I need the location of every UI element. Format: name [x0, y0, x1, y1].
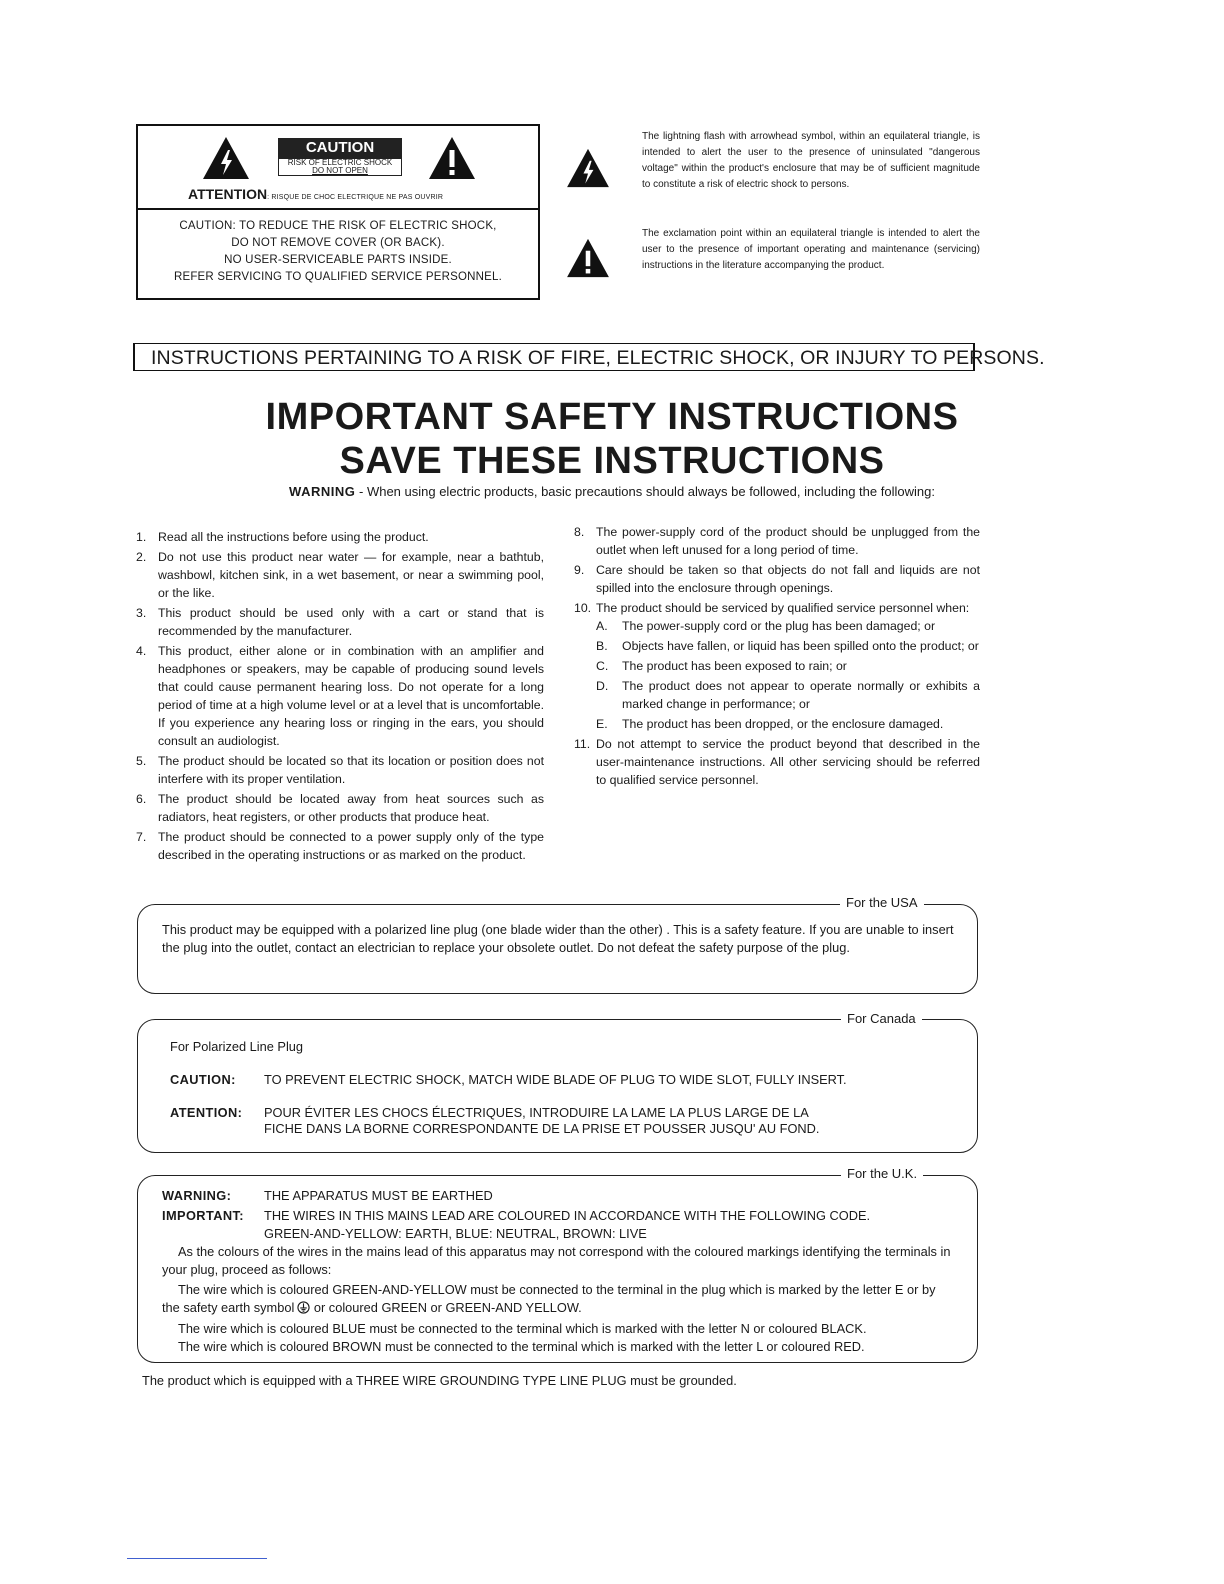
item-number: 2. [136, 550, 147, 564]
item-text: The product should be located so that its location or position does not interfere with its proper ventilation. [158, 754, 544, 786]
fire-shock-banner: INSTRUCTIONS PERTAINING TO A RISK OF FIRE, ELECTRIC SHOCK, OR INJURY TO PERSONS. [133, 343, 975, 371]
warning-label: WARNING [289, 484, 356, 499]
uk-important-label: IMPORTANT: [162, 1208, 244, 1223]
caution-line: DO NOT REMOVE COVER (OR BACK). [231, 237, 445, 249]
uk-region-label: For the U.K. [841, 1166, 923, 1181]
canada-caution-label: CAUTION: [170, 1072, 236, 1087]
sub-letter: D. [596, 679, 609, 693]
canada-attention-label: ATENTION: [170, 1105, 243, 1120]
attention-word: ATTENTION [188, 186, 268, 202]
list-item [136, 604, 544, 640]
list-item [574, 735, 980, 789]
canada-heading: For Polarized Line Plug [170, 1039, 304, 1054]
lightning-symbol-icon [566, 148, 610, 188]
warning-line [0, 484, 1224, 499]
sub-item [596, 657, 980, 675]
list-item [136, 642, 544, 750]
caution-line: CAUTION: TO REDUCE THE RISK OF ELECTRIC SHOCK, [179, 220, 497, 232]
uk-important-line2: GREEN-AND-YELLOW: EARTH, BLUE: NEUTRAL, BROWN: LIVE [264, 1226, 647, 1241]
usa-panel [137, 904, 978, 994]
caution-text [138, 218, 538, 286]
item-text: Do not attempt to service the product beyond that described in the user-maintenance instructions. All other servicing should be referred to qualified service personnel. [596, 737, 980, 787]
list-item [136, 790, 544, 826]
uk-warning-label: WARNING: [162, 1188, 232, 1203]
lightning-warning-icon [202, 136, 250, 180]
sub-letter: C. [596, 659, 609, 673]
uk-paragraph: As the colours of the wires in the mains lead of this apparatus may not correspond with the coloured markings identifying the terminals in your plug, proceed as follows: [162, 1244, 951, 1277]
caution-line: REFER SERVICING TO QUALIFIED SERVICE PERSONNEL. [173, 271, 503, 283]
page-subtitle: SAVE THESE INSTRUCTIONS [339, 440, 885, 482]
sub-text: Objects have fallen, or liquid has been spilled onto the product; or [622, 639, 979, 653]
item-text: Care should be taken so that objects do not fall and liquids are not spilled into the enclosure through openings. [596, 563, 980, 595]
sub-letter: B. [596, 639, 608, 653]
item-number: 5. [136, 754, 147, 768]
earth-symbol-icon [297, 1301, 310, 1314]
caution-line: NO USER-SERVICEABLE PARTS INSIDE. [224, 254, 452, 266]
uk-para2-end: or coloured GREEN or GREEN-AND YELLOW. [310, 1300, 582, 1315]
canada-panel [137, 1019, 978, 1153]
grounding-note: The product which is equipped with a THREE WIRE GROUNDING TYPE LINE PLUG must be grounded. [142, 1373, 737, 1388]
item-number: 1. [136, 530, 147, 544]
usa-text: This product may be equipped with a polarized line plug (one blade wider than the other) . This is a safety feature. If you are unable to insert the plug into the outlet, contact an electrician to replace your obsolete outlet. Do not defeat the safety purpose of the plug. [162, 922, 954, 955]
sub-item [596, 617, 980, 635]
item-text: The power-supply cord of the product should be unplugged from the outlet when left unused for a long period of time. [596, 525, 980, 557]
uk-warning-text: THE APPARATUS MUST BE EARTHED [264, 1188, 493, 1203]
item-text: The product should be serviced by qualified service personnel when: [596, 601, 970, 615]
item-text: Read all the instructions before using the product. [158, 530, 429, 544]
sub-item [596, 715, 980, 733]
item-text: The product should be located away from heat sources such as radiators, heat registers, or other products that produce heat. [158, 792, 544, 824]
risk-of-shock-label [278, 158, 402, 176]
uk-paragraph-earth [162, 1281, 952, 1317]
page-underline-mark [127, 1558, 267, 1559]
sub-text: The power-supply cord or the plug has been damaged; or [622, 619, 936, 633]
sub-text: The product has been dropped, or the enclosure damaged. [622, 717, 944, 731]
item-text: Do not use this product near water — for example, near a bathtub, washbowl, kitchen sink, in a wet basement, or near a swimming pool, or the like. [158, 550, 544, 600]
page-title: IMPORTANT SAFETY INSTRUCTIONS [265, 396, 959, 438]
item-text: This product, either alone or in combination with an amplifier and headphones or speakers, may be capable of producing sound levels that could cause permanent hearing loss. Do not operate for a long period of time at a high volume level or at a level that is uncomfortable. If you experience any hearing loss or ringing in the ears, you should consult an audiologist. [158, 644, 544, 748]
item-number: 4. [136, 644, 147, 658]
sub-item [596, 677, 980, 713]
uk-paragraph-blue: The wire which is coloured BLUE must be connected to the terminal which is marked with the letter N or coloured BLACK. [178, 1321, 867, 1336]
warning-text: - When using electric products, basic precautions should always be followed, including the following: [355, 484, 935, 499]
exclamation-symbol-text: The exclamation point within an equilateral triangle is intended to alert the user to the presence of important operating and maintenance (servicing) instructions in the literature accompanying the product. [642, 228, 980, 271]
item-number: 6. [136, 792, 147, 806]
caution-label-box [136, 124, 540, 300]
caution-banner: CAUTION [278, 138, 402, 158]
lightning-symbol-text: The lightning flash with arrowhead symbol, within an equilateral triangle, is intended to alert the user to the presence of uninsulated "dangerous voltage" within the product's enclosure that may be of sufficient magnitude to constitute a risk of electric shock to persons. [642, 131, 980, 190]
list-item [136, 828, 544, 864]
sub-letter: E. [596, 717, 608, 731]
exclamation-warning-icon [428, 136, 476, 180]
canada-region-label: For Canada [841, 1011, 922, 1026]
sub-list [596, 617, 980, 733]
item-text: The product should be connected to a power supply only of the type described in the operating instructions or as marked on the product. [158, 830, 544, 862]
instructions-right-column [574, 523, 980, 791]
risk-label-line2: DO NOT OPEN [312, 166, 368, 175]
sub-letter: A. [596, 619, 608, 633]
list-item [136, 752, 544, 788]
uk-important-line1: THE WIRES IN THIS MAINS LEAD ARE COLOURED IN ACCORDANCE WITH THE FOLLOWING CODE. [264, 1208, 871, 1223]
caution-label-top [138, 126, 538, 210]
item-number: 3. [136, 606, 147, 620]
canada-attention-line2: FICHE DANS LA BORNE CORRESPONDANTE DE LA PRISE ET POUSSER JUSQU' AU FOND. [264, 1121, 820, 1136]
item-number: 11. [574, 737, 591, 751]
sub-text: The product does not appear to operate normally or exhibits a marked change in performance; or [622, 679, 980, 711]
list-item [574, 561, 980, 597]
item-number: 10. [574, 601, 592, 615]
item-number: 7. [136, 830, 147, 844]
list-item [136, 528, 544, 546]
exclamation-symbol-icon [566, 238, 610, 278]
instructions-left-column [136, 528, 544, 866]
risk-label-line1: RISK OF ELECTRIC SHOCK [287, 158, 393, 167]
canada-attention-line1: POUR ÉVITER LES CHOCS ÉLECTRIQUES, INTRODUIRE LA LAME LA PLUS LARGE DE LA [264, 1105, 809, 1120]
sub-text: The product has been exposed to rain; or [622, 659, 847, 673]
list-item [574, 599, 980, 733]
uk-para2-start: The wire which is coloured GREEN-AND-YELLOW must be connected to the terminal in the plug which is marked by the letter E or by the safety earth symbol [162, 1282, 936, 1315]
sub-item [596, 637, 980, 655]
item-text: This product should be used only with a cart or stand that is recommended by the manufacturer. [158, 606, 544, 638]
uk-paragraph-brown: The wire which is coloured BROWN must be connected to the terminal which is marked with the letter L or coloured RED. [178, 1339, 865, 1354]
list-item [574, 523, 980, 559]
item-number: 9. [574, 563, 585, 577]
attention-small: : RISQUE DE CHOC ELECTRIQUE NE PAS OUVRIR [267, 194, 444, 201]
uk-panel [137, 1175, 978, 1363]
list-item [136, 548, 544, 602]
usa-region-label: For the USA [840, 895, 924, 910]
item-number: 8. [574, 525, 585, 539]
canada-caution-text: TO PREVENT ELECTRIC SHOCK, MATCH WIDE BLADE OF PLUG TO WIDE SLOT, FULLY INSERT. [264, 1072, 847, 1087]
attention-line [188, 186, 443, 202]
